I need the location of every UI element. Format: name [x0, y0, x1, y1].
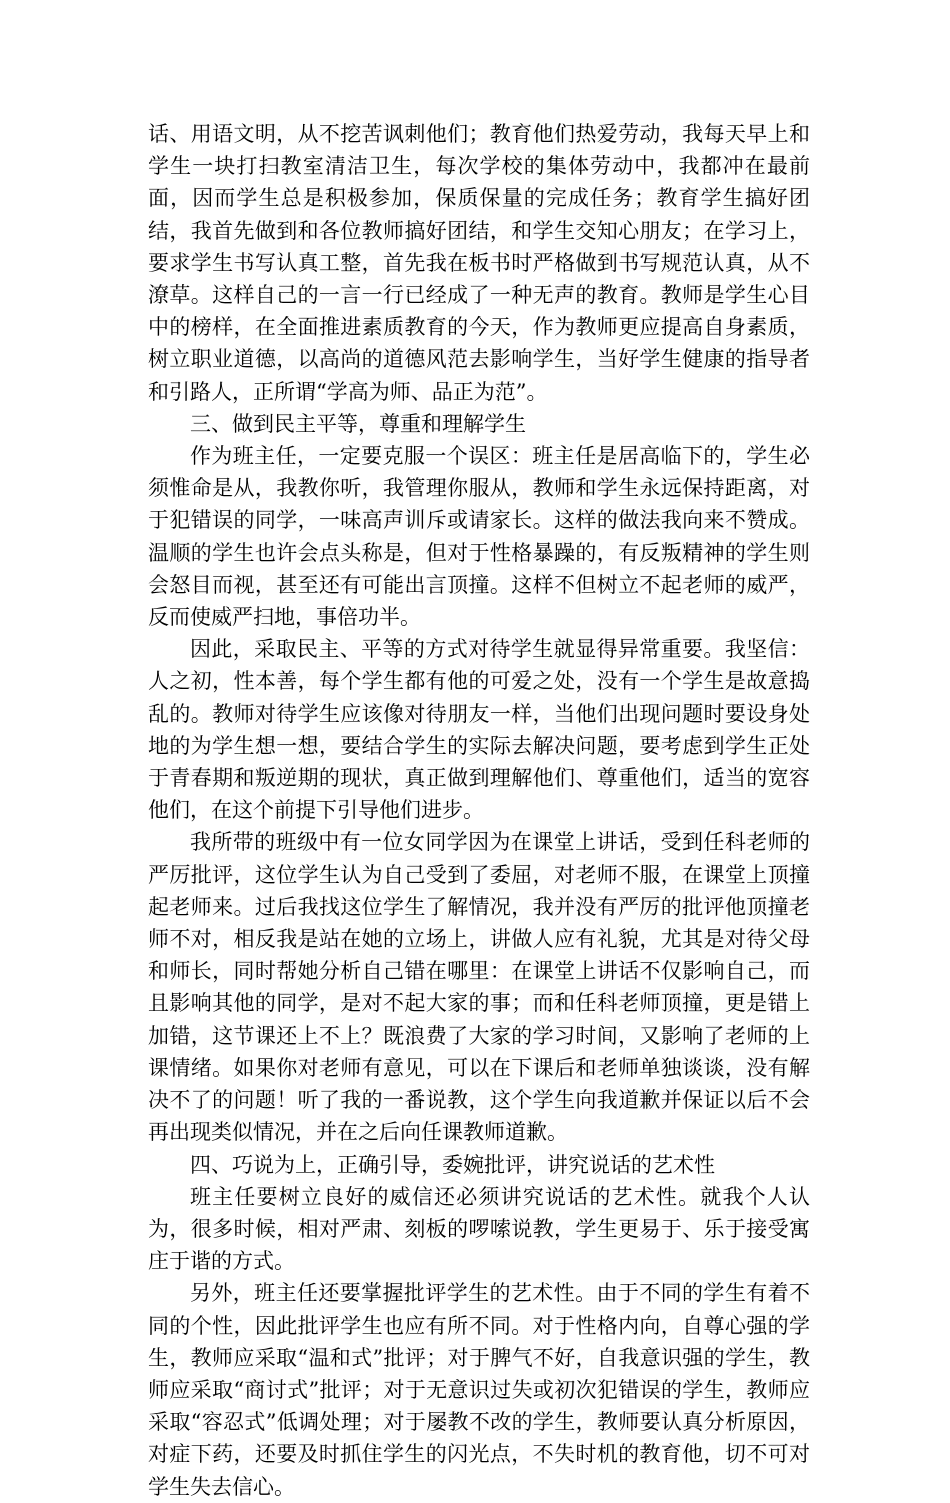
paragraph: 我所带的班级中有一位女同学因为在课堂上讲话，受到任科老师的严厉批评，这位学生认为自己受到了委屈，对老师不服，在课堂上顶撞起老师来。过后我找这位学生了解情况，我并没有严厉的批评他顶撞老师不对，相反我是站在她的立场上，讲做人应有礼貌，尤其是对待父母和师长，同时帮她分析自己错在哪里：在课堂上讲话不仅影响自己，而且影响其他的同学，是对不起大家的事；而和任科老师顶撞，更是错上加错，这节课还上不上？既浪费了大家的学习时间，又影响了老师的上课情绪。如果你对老师有意见，可以在下课后和老师单独谈谈，没有解决不了的问题！听了我的一番说教，这个学生向我道歉并保证以后不会再出现类似情况，并在之后向任课教师道歉。: [148, 830, 810, 1145]
paragraph: 作为班主任，一定要克服一个误区：班主任是居高临下的，学生必须惟命是从，我教你听，我管理你服从，教师和学生永远保持距离，对于犯错误的同学，一味高声训斥或请家长。这样的做法我向来不赞成。温顺的学生也许会点头称是，但对于性格暴躁的，有反叛精神的学生则会怒目而视，甚至还有可能出言顶撞。这样不但树立不起老师的威严，反而使威严扫地，事倍功半。: [148, 444, 810, 630]
document-page: [148, 118, 810, 1503]
section-heading-3: 三、做到民主平等，尊重和理解学生: [190, 411, 526, 436]
paragraph: 另外，班主任还要掌握批评学生的艺术性。由于不同的学生有着不同的个性，因此批评学生也应有所不同。对于性格内向，自尊心强的学生，教师应采取“温和式”批评；对于脾气不好，自我意识强的学生，教师应采取“商讨式”批评；对于无意识过失或初次犯错误的学生，教师应采取“容忍式”低调处理；对于屡教不改的学生，教师要认真分析原因，对症下药，还要及时抓住学生的闪光点，不失时机的教育他，切不可对学生失去信心。: [148, 1281, 810, 1499]
paragraph-continuation: 话、用语文明，从不挖苦讽刺他们；教育他们热爱劳动，我每天早上和学生一块打扫教室清洁卫生，每次学校的集体劳动中，我都冲在最前面，因而学生总是积极参加，保质保量的完成任务；教育学生搞好团结，我首先做到和各位教师搞好团结，和学生交知心朋友；在学习上，要求学生书写认真工整，首先我在板书时严格做到书写规范认真，从不潦草。这样自己的一言一行已经成了一种无声的教育。教师是学生心目中的榜样，在全面推进素质教育的今天，作为教师更应提高自身素质，树立职业道德，以高尚的道德风范去影响学生，当好学生健康的指导者和引路人，正所谓“学高为师、品正为范”。: [148, 122, 810, 404]
paragraph: 班主任要树立良好的威信还必须讲究说话的艺术性。就我个人认为，很多时候，相对严肃、刻板的啰嗦说教，学生更易于、乐于接受寓庄于谐的方式。: [148, 1184, 810, 1274]
section-heading-4: 四、巧说为上，正确引导，委婉批评，讲究说话的艺术性: [190, 1152, 715, 1177]
paragraph: 因此，采取民主、平等的方式对待学生就显得异常重要。我坚信：人之初，性本善，每个学生都有他的可爱之处，没有一个学生是故意捣乱的。教师对待学生应该像对待朋友一样，当他们出现问题时要设身处地的为学生想一想，要结合学生的实际去解决问题，要考虑到学生正处于青春期和叛逆期的现状，真正做到理解他们、尊重他们，适当的宽容他们，在这个前提下引导他们进步。: [148, 637, 810, 823]
